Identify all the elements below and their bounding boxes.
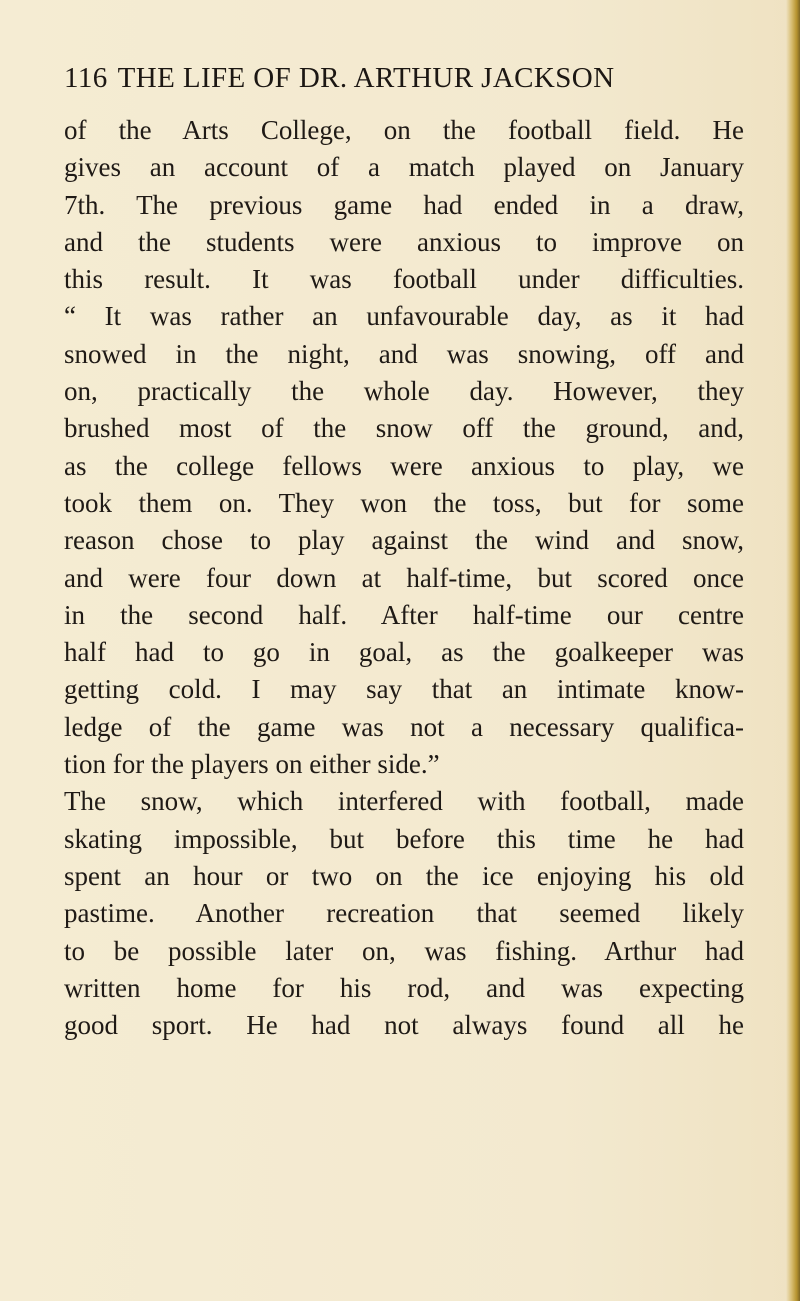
- text-line: tion for the players on either side.”: [64, 749, 440, 780]
- text-line: and were four down at half-time, but scored once: [64, 562, 744, 593]
- text-line: getting cold. I may say that an intimate know-: [64, 674, 744, 705]
- text-line: brushed most of the snow off the ground, and,: [64, 413, 744, 444]
- text-line: took them on. They won the toss, but for some: [64, 487, 744, 518]
- body-text: [64, 112, 744, 1044]
- text-line: snowed in the night, and was snowing, off and: [64, 338, 744, 369]
- page-number: 116: [64, 62, 108, 94]
- text-line: spent an hour or two on the ice enjoying his old: [64, 860, 744, 891]
- text-line: The snow, which interfered with football, made: [64, 786, 744, 817]
- text-line: of the Arts College, on the football field. He: [64, 115, 744, 145]
- text-line: on, practically the whole day. However, they: [64, 376, 744, 407]
- text-line: pastime. Another recreation that seemed likely: [64, 898, 744, 929]
- text-line: written home for his rod, and was expecting: [64, 972, 744, 1003]
- text-line: to be possible later on, was fishing. Arthur had: [64, 935, 744, 966]
- text-line: good sport. He had not always found all he: [64, 1010, 744, 1041]
- text-line: gives an account of a match played on January: [64, 152, 744, 183]
- running-title: THE LIFE OF DR. ARTHUR JACKSON: [117, 62, 615, 94]
- text-line: half had to go in goal, as the goalkeeper was: [64, 637, 744, 668]
- text-line: reason chose to play against the wind and snow,: [64, 525, 744, 556]
- text-line: in the second half. After half-time our centre: [64, 599, 744, 630]
- text-line: ledge of the game was not a necessary qualifica-: [64, 711, 744, 742]
- running-head: [64, 62, 614, 95]
- text-line: skating impossible, but before this time he had: [64, 823, 744, 854]
- text-line: “ It was rather an unfavourable day, as it had: [64, 301, 744, 332]
- text-line: and the students were anxious to improve on: [64, 226, 744, 257]
- text-line: as the college fellows were anxious to play, we: [64, 450, 744, 481]
- text-line: 7th. The previous game had ended in a draw,: [64, 189, 744, 220]
- text-line: this result. It was football under difficulties.: [64, 264, 744, 295]
- page-edge-shadow: [786, 0, 800, 1301]
